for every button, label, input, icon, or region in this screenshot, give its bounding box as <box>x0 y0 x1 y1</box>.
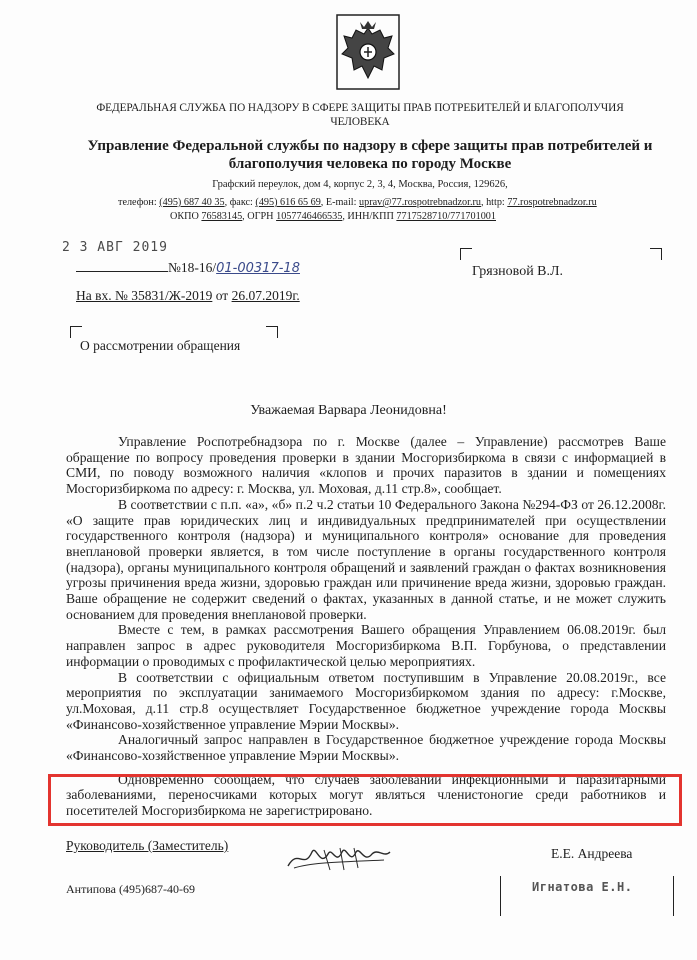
salutation: Уважаемая Варвара Леонидовна! <box>250 403 447 418</box>
paragraph: В соответствии с п.п. «а», «б» п.2 ч.2 статьи 10 Федерального Закона №294-ФЗ от 26.12.2008г. «О защите прав юридических лиц и индивидуальных предпринимателей при осуществлении государственного контроля (надзора) и муниципального контроля» основание для проведения внеплановой проверки является, в том числе поступление в органы государственного контроля (надзора), органы муниципального контроля обращений и заявлений граждан о фактах возникновения угрозы причинения вреда жизни, здоровью граждан или причинение вреда жизни, здоровью граждан. Ваше обращение не содержит сведений о фактах, указанных в данной статье, и не может служить основанием для проведения внеплановой проверки. <box>66 496 666 622</box>
outgoing-number-handwritten: 01-00317-18 <box>216 261 300 276</box>
http-label: , http: <box>480 197 505 208</box>
addressee-bracket-left <box>460 248 472 260</box>
ogrn-label: , ОГРН <box>242 211 274 222</box>
paragraph: В соответствии с официальным ответом поступившим в Управление 20.08.2019г., все мероприятия по эксплуатации занимаемого Мосгоризбиркомом здания по адресу: г.Москве, ул.Моховая, д.11 стр.8 осуществляет Государственное бюджетное учреждение города Москвы «Финансово-хозяйственное управление Мэрии Москвы». <box>66 669 666 732</box>
letter-subject: О рассмотрении обращения <box>80 338 241 353</box>
highlight-box <box>48 771 682 826</box>
addressee: Грязновой В.Л. <box>472 264 564 279</box>
signatory-name: Е.Е. Андреева <box>551 846 633 861</box>
agency-name: ФЕДЕРАЛЬНАЯ СЛУЖБА ПО НАДЗОРУ В СФЕРЕ ЗАЩИТЫ ПРАВ ПОТРЕБИТЕЛЕЙ И БЛАГОПОЛУЧИЯ ЧЕЛОВЕКА <box>96 102 624 128</box>
inn-value: 7717528710/771701001 <box>396 211 496 222</box>
letter-body <box>66 434 666 819</box>
phone-label: телефон: <box>118 197 157 208</box>
executor-contact: Антипова (495)687-40-69 <box>66 882 195 896</box>
name-stamp: Игнатова Е.Н. <box>532 880 633 894</box>
outgoing-number-prefix: №18-16/ <box>168 260 217 275</box>
outgoing-number <box>76 260 300 276</box>
incoming-from-label: от <box>215 288 229 303</box>
incoming-number: На вх. № 35831/Ж-2019 <box>76 288 213 303</box>
subject-bracket-left <box>70 326 82 338</box>
email-link[interactable]: uprav@77.rospotrebnadzor.ru <box>359 197 481 208</box>
coat-of-arms-icon <box>336 14 400 90</box>
paragraph: Вместе с тем, в рамках рассмотрения Вашего обращения Управлением 06.08.2019г. был направлен запрос в адрес руководителя Мосгоризбиркома В.П. Горбунова, о представлении информации о проводимых с профилактической целью мероприятиях. <box>66 622 666 669</box>
number-underline <box>76 270 168 272</box>
inn-label: , ИНН/КПП <box>342 211 394 222</box>
handwritten-signature <box>284 840 394 874</box>
ogrn-value: 1057746466535 <box>276 211 343 222</box>
fax-number: (495) 616 65 69 <box>255 197 321 208</box>
website-link[interactable]: 77.rospotrebnadzor.ru <box>507 197 597 208</box>
contact-line <box>118 197 638 208</box>
addressee-bracket-right <box>650 248 662 260</box>
phone-number: (495) 687 40 35 <box>159 197 225 208</box>
date-stamp: 2 3 АВГ 2019 <box>62 240 168 255</box>
okpo-value: 76583145 <box>201 211 243 222</box>
paragraph: Аналогичный запрос направлен в Государственное бюджетное учреждение города Москвы «Финансово-хозяйственное управление Мэрии Москвы». <box>66 732 666 764</box>
highlighted-paragraph: Одновременно сообщаем, что случаев заболеваний инфекционными и паразитарными заболеваниями, переносчиками которых могут являться членистоногие среди работников и посетителей Мосгоризбиркома не зарегистрировано. <box>66 771 666 819</box>
incoming-date: 26.07.2019г. <box>231 288 300 303</box>
registry-codes <box>170 211 610 222</box>
okpo-label: ОКПО <box>170 211 199 222</box>
signatory-role <box>66 838 228 854</box>
stamp-bracket-left <box>500 876 512 916</box>
department-name: Управление Федеральной службы по надзору в сфере защиты прав потребителей и благополучия человека по городу Москве <box>87 138 653 172</box>
email-label: , E-mail: <box>320 197 357 208</box>
subject-bracket-right <box>266 326 278 338</box>
department-address: Графский переулок, дом 4, корпус 2, 3, 4, Москва, Россия, 129626, <box>212 179 508 190</box>
incoming-reference <box>76 288 300 304</box>
fax-label: , факс: <box>224 197 253 208</box>
signatory-role-text: Руководитель (Заместитель) <box>66 838 229 853</box>
stamp-bracket-right <box>662 876 674 916</box>
paragraph: Управление Роспотребнадзора по г. Москве (далее – Управление) рассмотрев Ваше обращение по вопросу проведения проверки в здании Мосгоризбиркома в связи с информацией в СМИ, по поводу возможного наличия «клопов и прочих паразитов в здании и помещениях Мосгоризбиркома по адресу: г. Москва, ул. Моховая, д.11 стр.8», сообщает. <box>66 434 666 497</box>
